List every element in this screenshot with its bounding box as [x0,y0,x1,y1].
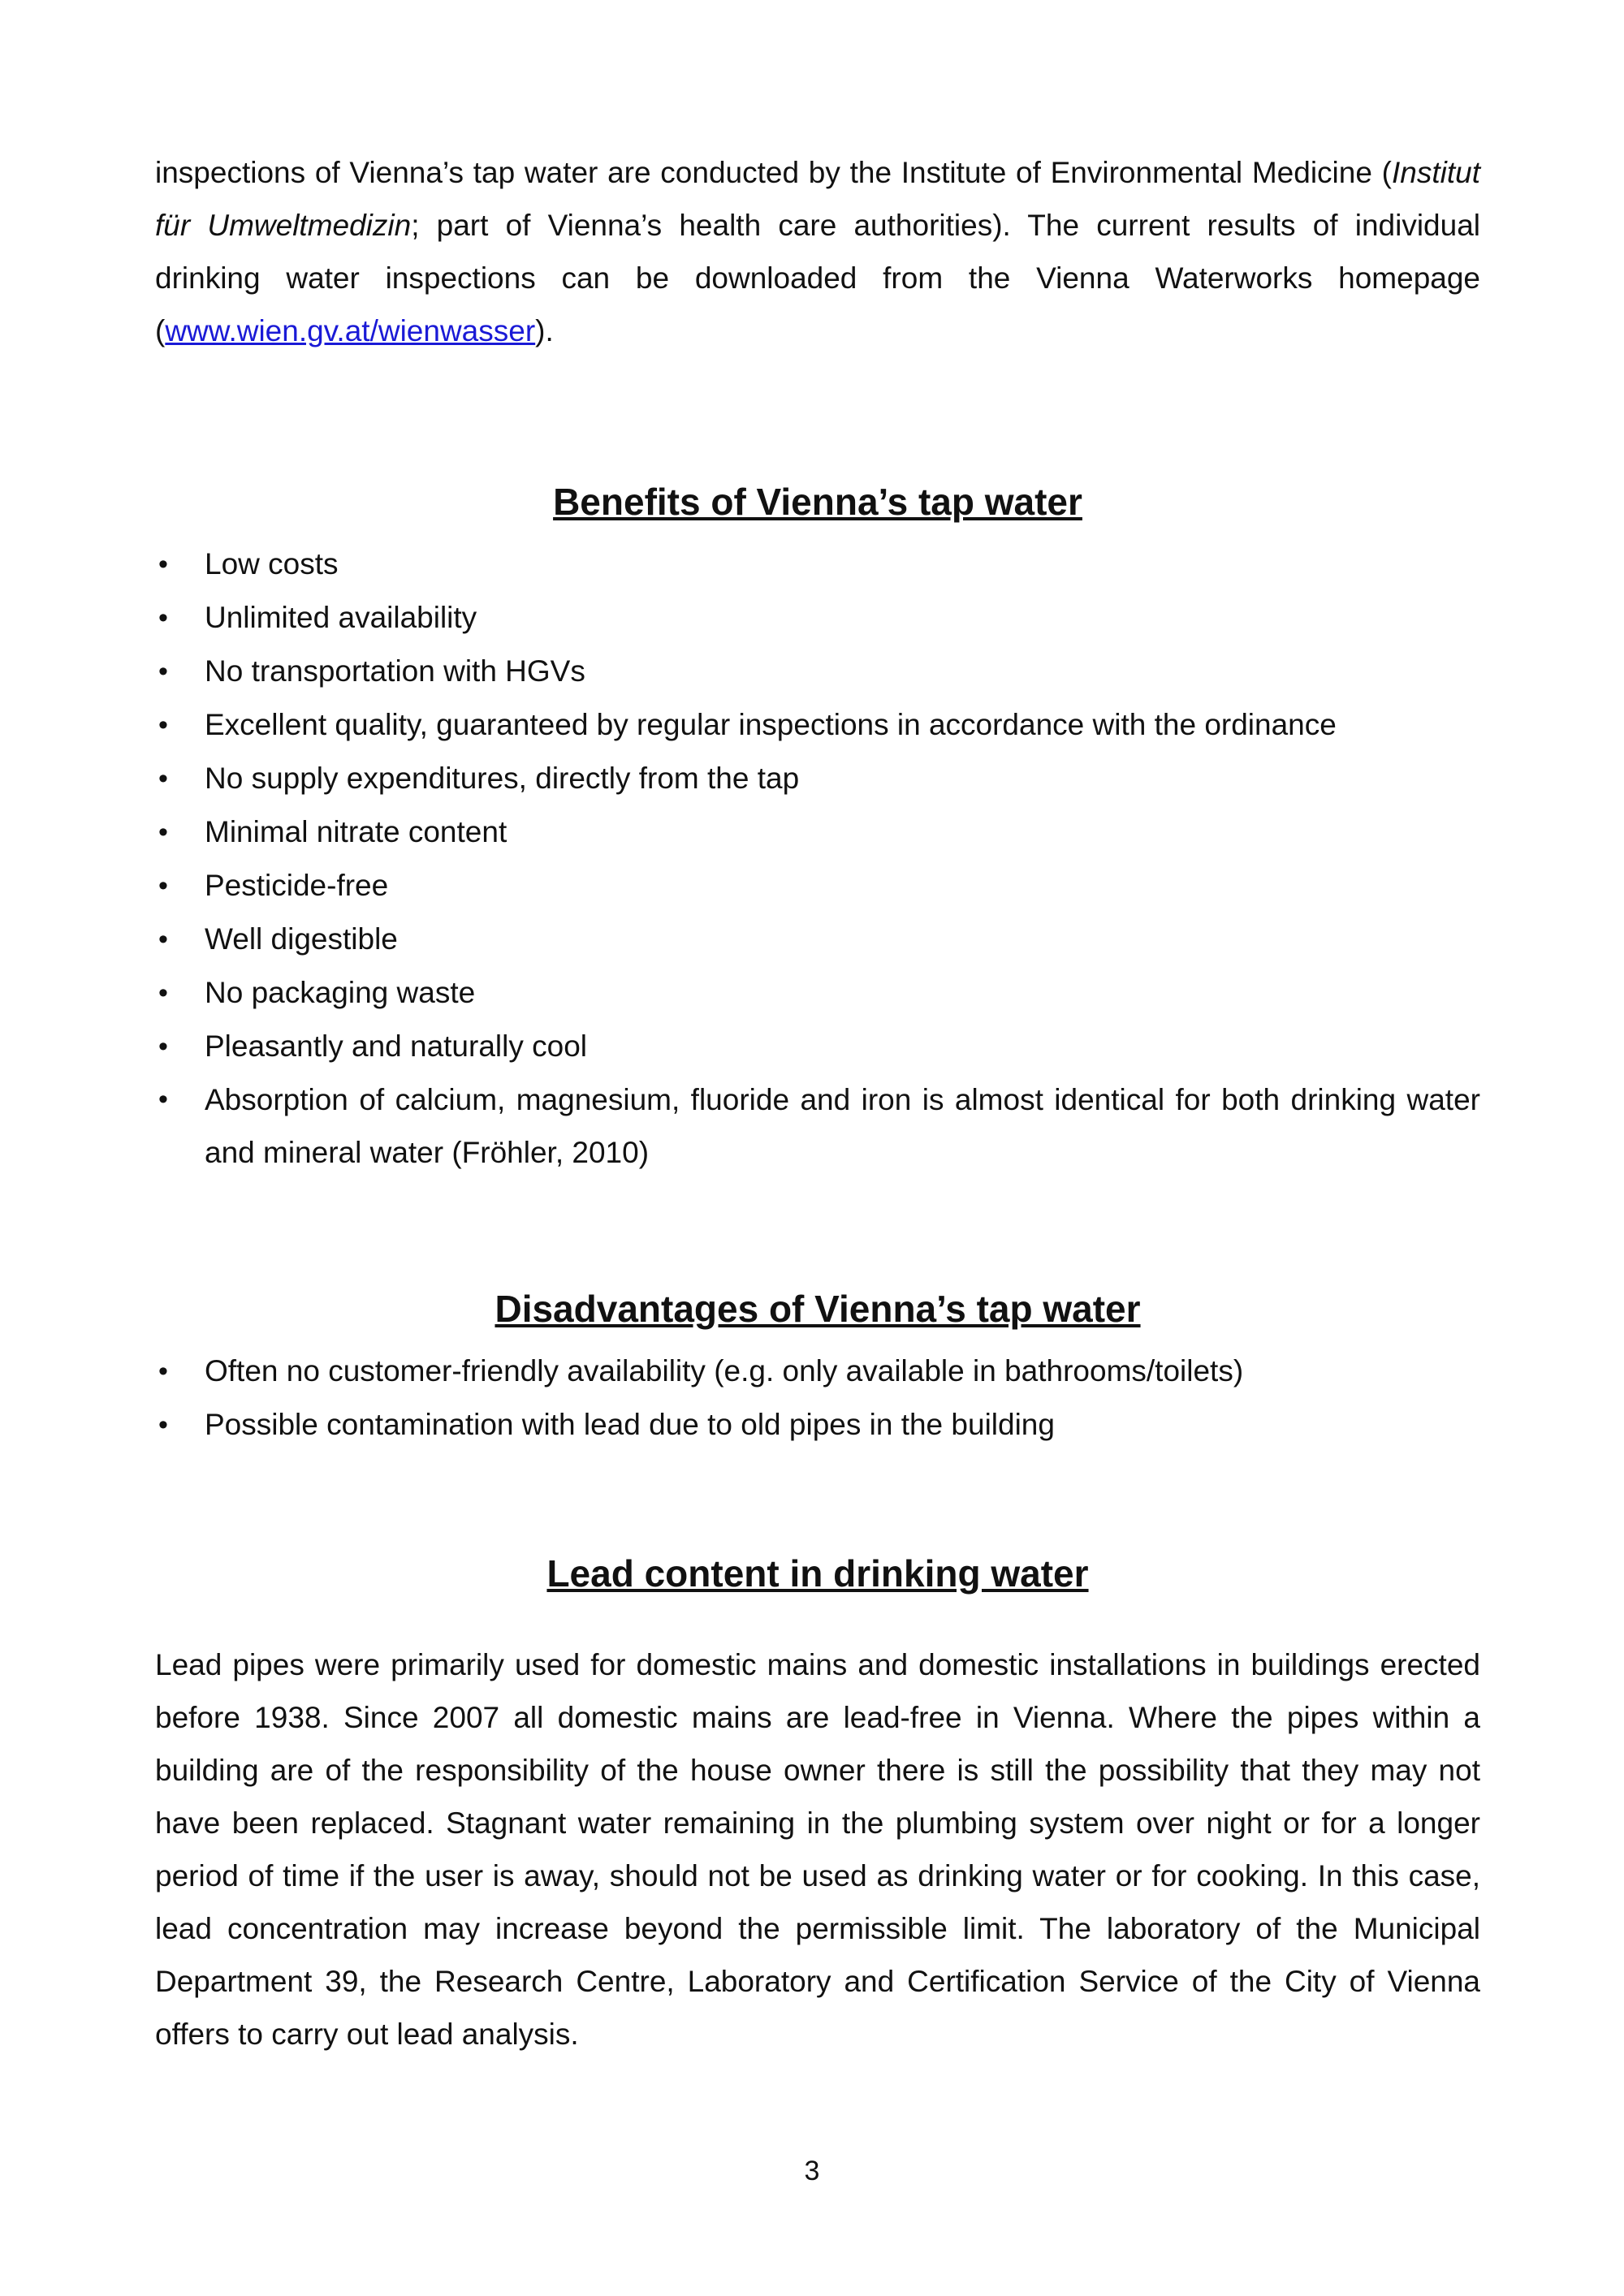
lead-heading: Lead content in drinking water [546,1552,1089,1595]
bullet-icon: • [158,602,168,633]
bullet-icon: • [158,1409,168,1440]
bullet-icon: • [158,1084,168,1115]
list-item: • Pleasantly and naturally cool [155,1020,1480,1073]
benefits-list [155,537,1480,1179]
bullet-icon: • [158,870,168,901]
list-item: • No packaging waste [155,966,1480,1020]
disadvantages-list [155,1344,1480,1452]
bullet-icon: • [158,817,168,848]
bullet-icon: • [158,763,168,794]
list-item: • No supply expenditures, directly from the tap [155,752,1480,805]
list-item: • Often no customer-friendly availability (e.g. only available in bathrooms/toilets) [155,1344,1480,1398]
benefits-heading: Benefits of Vienna’s tap water [553,481,1082,523]
intro-paragraph [155,146,1480,357]
bullet-icon: • [158,1031,168,1062]
intro-italic-term: Institut für Umweltmedizin [155,156,1480,242]
disadvantages-heading: Disadvantages of Vienna’s tap water [495,1288,1141,1330]
bullet-icon: • [158,924,168,955]
lead-paragraph: Lead pipes were primarily used for domestic mains and domestic installations in buildings erected before 1938. Since 2007 all domestic mains are lead-free in Vienna. Where the pipes within a building are of the responsibility of the house owner there is still the possibility that they may not have been replaced. Stagnant water remaining in the plumbing system over night or for a longer period of time if the user is away, should not be used as drinking water or for cooking. In this case, lead concentration may increase beyond the permissible limit. The laboratory of the Municipal Department 39, the Research Centre, Laboratory and Certification Service of the City of Vienna offers to carry out lead analysis. [155,1648,1480,2051]
list-item: • Low costs [155,537,1480,591]
bullet-icon: • [158,549,168,580]
bullet-icon: • [158,978,168,1008]
list-item: • Excellent quality, guaranteed by regular inspections in accordance with the ordinance [155,698,1480,752]
list-item: • Well digestible [155,913,1480,966]
list-item: • Minimal nitrate content [155,805,1480,859]
list-item: • Absorption of calcium, magnesium, fluoride and iron is almost identical for both drinking water and mineral water (Fröhler, 2010) [155,1073,1480,1179]
intro-text-2: ; part of Vienna’s health care authorities). The current results of individual drinking water inspections can be downloaded from the Vienna Waterworks homepage ( [155,209,1480,347]
wienwasser-link[interactable]: www.wien.gv.at/wienwasser [165,314,536,347]
bullet-icon: • [158,656,168,687]
bullet-icon: • [158,710,168,740]
document-page [155,146,1480,2061]
list-item: • No transportation with HGVs [155,645,1480,698]
list-item: • Pesticide-free [155,859,1480,913]
page-number: 3 [804,2156,820,2186]
list-item: • Possible contamination with lead due to old pipes in the building [155,1398,1480,1452]
intro-text-3: ). [535,314,554,347]
bullet-icon: • [158,1356,168,1387]
list-item: • Unlimited availability [155,591,1480,645]
intro-text-1: inspections of Vienna’s tap water are conducted by the Institute of Environmental Medicine ( [155,156,1392,189]
